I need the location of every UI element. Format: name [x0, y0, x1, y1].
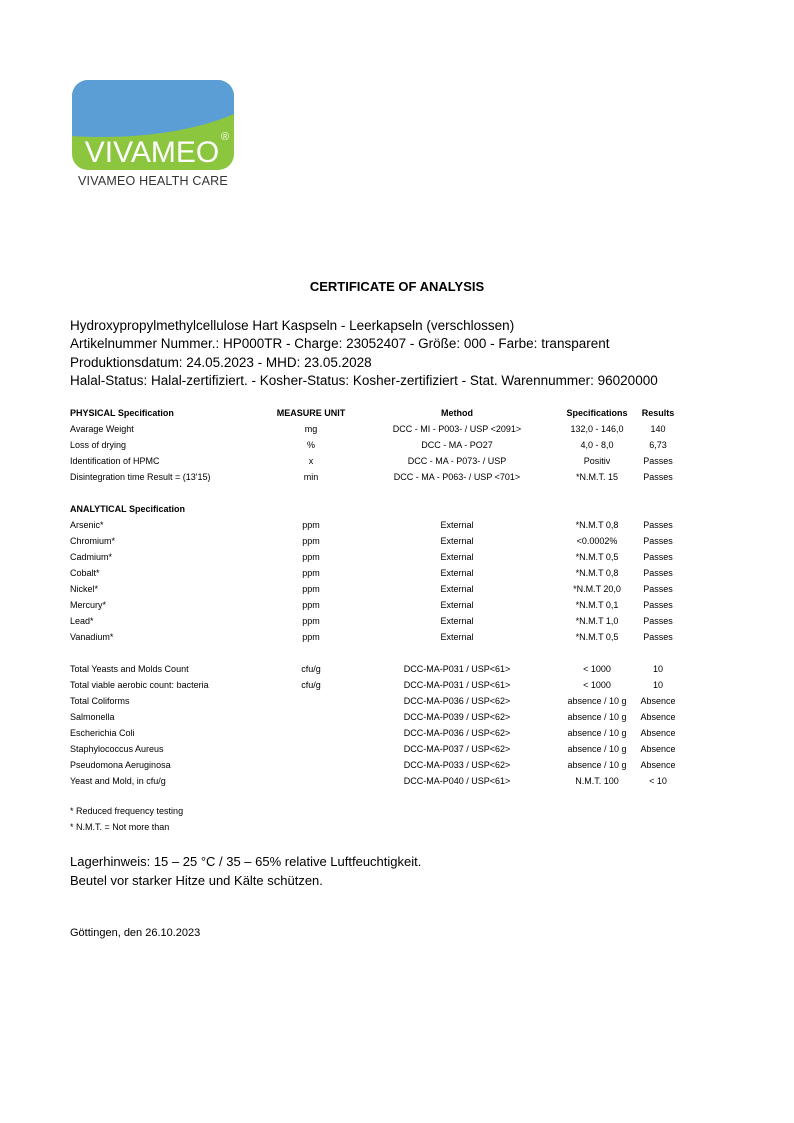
measure-unit-cell: ppm [302, 568, 320, 578]
method-cell: External [440, 600, 474, 610]
measure-unit-cell: cfu/g [301, 680, 321, 690]
table-row [68, 741, 682, 757]
spec-name-cell: Loss of drying [70, 440, 127, 450]
specification-cell: 4,0 - 8,0 [580, 440, 614, 450]
table-row [68, 757, 682, 773]
header-physical-spec: PHYSICAL Specification [70, 408, 174, 418]
spacer-row [68, 645, 682, 661]
table-row [68, 661, 682, 677]
halal-kosher-line: Halal-Status: Halal-zertifiziert. - Kosher-Status: Kosher-zertifiziert - Stat. Warennummer: 96020000 [70, 372, 658, 388]
table-row [68, 773, 682, 789]
specification-cell: absence / 10 g [567, 696, 627, 706]
spec-name-cell: Lead* [70, 616, 94, 626]
result-cell: Absence [640, 744, 676, 754]
specification-table [68, 405, 682, 789]
specification-cell: Positiv [583, 456, 611, 466]
analytical-rows [68, 517, 682, 645]
spec-name-cell: Salmonella [70, 712, 115, 722]
spec-name-cell: Cadmium* [70, 552, 113, 562]
table-row [68, 437, 682, 453]
table-row [68, 677, 682, 693]
footnotes [70, 803, 183, 835]
specification-cell: *N.M.T 0,8 [575, 520, 619, 530]
product-info [70, 317, 658, 390]
storage-line-1: Lagerhinweis: 15 – 25 °C / 35 – 65% relative Luftfeuchtigkeit. [70, 854, 422, 869]
table-row [68, 517, 682, 533]
table-row [68, 565, 682, 581]
spec-name-cell: Vanadium* [70, 632, 114, 642]
company-name: VIVAMEO HEALTH CARE [78, 174, 228, 188]
method-cell: External [440, 584, 474, 594]
header-measure-unit: MEASURE UNIT [276, 408, 346, 418]
result-cell: Passes [643, 552, 673, 562]
measure-unit-cell: cfu/g [301, 664, 321, 674]
article-number-line: Artikelnummer Nummer.: HP000TR - Charge: 23052407 - Größe: 000 - Farbe: transparent [70, 336, 610, 352]
spec-name-cell: Pseudomona Aeruginosa [70, 760, 171, 770]
result-cell: Absence [640, 760, 676, 770]
table-row [68, 533, 682, 549]
result-cell: Absence [640, 728, 676, 738]
result-cell: 6,73 [649, 440, 667, 450]
footnote-nmt: * N.M.T. = Not more than [70, 822, 170, 832]
physical-rows [68, 421, 682, 485]
spec-name-cell: Identification of HPMC [70, 456, 160, 466]
logo-wordmark: VIVAMEO [84, 136, 220, 169]
spec-name-cell: Chromium* [70, 536, 116, 546]
table-row [68, 693, 682, 709]
production-date-line: Produktionsdatum: 24.05.2023 - MHD: 23.05.2028 [70, 354, 372, 370]
result-cell: Passes [643, 632, 673, 642]
specification-cell: absence / 10 g [567, 712, 627, 722]
result-cell: Absence [640, 696, 676, 706]
table-row [68, 725, 682, 741]
specification-cell: *N.M.T 0,1 [575, 600, 619, 610]
result-cell: Passes [643, 600, 673, 610]
method-cell: External [440, 520, 474, 530]
product-name: Hydroxypropylmethylcellulose Hart Kaspseln - Leerkapseln (verschlossen) [70, 318, 515, 333]
measure-unit-cell: ppm [302, 632, 320, 642]
spec-name-cell: Mercury* [70, 600, 107, 610]
method-cell: External [440, 616, 474, 626]
method-cell: DCC - MA - P063- / USP <701> [393, 472, 521, 482]
result-cell: Passes [643, 536, 673, 546]
method-cell: DCC-MA-P036 / USP<62> [403, 696, 511, 706]
specification-cell: 132,0 - 146,0 [570, 424, 624, 434]
method-cell: DCC-MA-P036 / USP<62> [403, 728, 511, 738]
measure-unit-cell [268, 773, 354, 789]
table-row [68, 629, 682, 645]
specification-cell: absence / 10 g [567, 744, 627, 754]
method-cell: DCC-MA-P037 / USP<62> [403, 744, 511, 754]
spec-name-cell: Escherichia Coli [70, 728, 135, 738]
storage-line-2: Beutel vor starker Hitze und Kälte schützen. [70, 872, 323, 888]
table-row [68, 581, 682, 597]
method-cell: External [440, 568, 474, 578]
measure-unit-cell [268, 741, 354, 757]
storage-instructions [70, 853, 421, 890]
result-cell: Passes [643, 568, 673, 578]
spec-name-cell: Staphylococcus Aureus [70, 744, 164, 754]
table-row [68, 613, 682, 629]
table-row [68, 709, 682, 725]
specification-cell: < 1000 [583, 680, 611, 690]
table-header-row [68, 405, 682, 421]
spec-name-cell: Cobalt* [70, 568, 100, 578]
result-cell: Passes [643, 520, 673, 530]
method-cell: External [440, 552, 474, 562]
method-cell: DCC - MI - P003- / USP <2091> [392, 424, 522, 434]
method-cell: DCC - MA - P073- / USP [407, 456, 507, 466]
specification-cell: <0.0002% [576, 536, 618, 546]
result-cell: 10 [652, 664, 663, 674]
table-row [68, 421, 682, 437]
result-cell: < 10 [649, 776, 667, 786]
spec-name-cell: Avarage Weight [70, 424, 134, 434]
method-cell: External [440, 536, 474, 546]
measure-unit-cell: x [308, 456, 314, 466]
spec-name-cell: Disintegration time Result = (13'15) [70, 472, 211, 482]
measure-unit-cell: mg [304, 424, 318, 434]
result-cell: 10 [652, 680, 663, 690]
spec-name-cell: Total viable aerobic count: bacteria [70, 680, 209, 690]
table-row [68, 453, 682, 469]
spec-name-cell: Nickel* [70, 584, 99, 594]
measure-unit-cell: ppm [302, 552, 320, 562]
measure-unit-cell: ppm [302, 584, 320, 594]
method-cell: DCC - MA - PO27 [421, 440, 493, 450]
measure-unit-cell: ppm [302, 600, 320, 610]
method-cell: DCC-MA-P031 / USP<61> [403, 664, 511, 674]
method-cell: DCC-MA-P033 / USP<62> [403, 760, 511, 770]
measure-unit-cell: ppm [302, 616, 320, 626]
measure-unit-cell [268, 693, 354, 709]
table-row [68, 549, 682, 565]
method-cell: DCC-MA-P039 / USP<62> [403, 712, 511, 722]
result-cell: Passes [643, 456, 673, 466]
measure-unit-cell [268, 757, 354, 773]
footnote-reduced-frequency: * Reduced frequency testing [70, 806, 184, 816]
measure-unit-cell [268, 709, 354, 725]
header-specifications: Specifications [566, 408, 628, 418]
specification-cell: < 1000 [583, 664, 611, 674]
specification-cell: *N.M.T 0,5 [575, 552, 619, 562]
specification-cell: absence / 10 g [567, 760, 627, 770]
specification-cell: *N.M.T 0,8 [575, 568, 619, 578]
spec-name-cell: Yeast and Mold, in cfu/g [70, 776, 166, 786]
spec-name-cell: Total Yeasts and Molds Count [70, 664, 189, 674]
method-cell: External [440, 632, 474, 642]
result-cell: Passes [643, 616, 673, 626]
measure-unit-cell: min [303, 472, 319, 482]
header-results: Results [641, 408, 675, 418]
table-row [68, 469, 682, 485]
specification-cell: *N.M.T. 15 [575, 472, 618, 482]
measure-unit-cell: % [306, 440, 315, 450]
measure-unit-cell [268, 725, 354, 741]
microbiological-rows [68, 661, 682, 789]
result-cell: Absence [640, 712, 676, 722]
method-cell: DCC-MA-P031 / USP<61> [403, 680, 511, 690]
table-row [68, 597, 682, 613]
specification-cell: *N.M.T 0,5 [575, 632, 619, 642]
document-title: CERTIFICATE OF ANALYSIS [309, 279, 485, 294]
specification-cell: N.M.T. 100 [575, 776, 619, 786]
spec-name-cell: Arsenic* [70, 520, 104, 530]
vivameo-logo [72, 80, 234, 170]
measure-unit-cell: ppm [302, 520, 320, 530]
result-cell: Passes [643, 472, 673, 482]
specification-cell: *N.M.T 20,0 [573, 584, 621, 594]
logo-registered-mark: ® [220, 131, 230, 143]
result-cell: 140 [650, 424, 666, 434]
analytical-spec-title: ANALYTICAL Specification [70, 504, 186, 514]
spacer-row [68, 485, 682, 501]
spec-name-cell: Total Coliforms [70, 696, 130, 706]
method-cell: DCC-MA-P040 / USP<61> [403, 776, 511, 786]
analytical-header-row [68, 501, 682, 517]
specification-cell: absence / 10 g [567, 728, 627, 738]
specification-cell: *N.M.T 1,0 [575, 616, 619, 626]
result-cell: Passes [643, 584, 673, 594]
measure-unit-cell: ppm [302, 536, 320, 546]
place-and-date: Göttingen, den 26.10.2023 [70, 927, 201, 939]
header-method: Method [441, 408, 473, 418]
